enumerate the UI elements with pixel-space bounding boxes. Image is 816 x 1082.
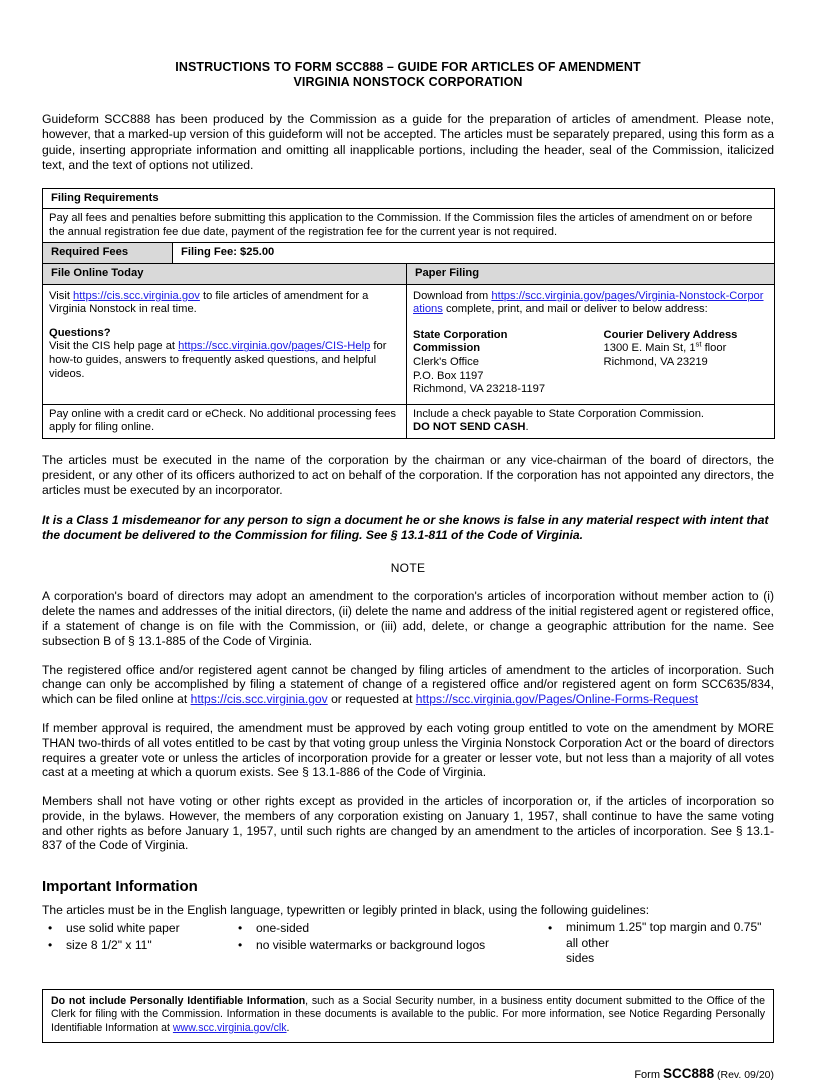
- help-line: [49, 340, 400, 381]
- help-prefix-text: Visit the CIS help page at: [49, 340, 179, 353]
- member-rights-paragraph: Members shall not have voting or other rights except as provided in the articles of incorporation or, if the articles of incorporation so provide, in the bylaws. However, the members of any corporation existing on January 1, 1957, shall continue to have the same voting and other rights as before January 1, 1957, until such rights are changed by an amendment to the articles of incorporation. See § 13.1-837 of the Code of Virginia.: [42, 794, 774, 853]
- mailing-address-title: State Corporation Commission: [413, 328, 508, 355]
- nonstock-corporations-forms-link[interactable]: https://scc.virginia.gov/pages/Virginia-Nonstock-Corporations: [413, 289, 764, 316]
- download-suffix-text: complete, print, and mail or deliver to below address:: [442, 303, 708, 316]
- execution-paragraph: The articles must be executed in the name of the corporation by the chairman or any vice-chairman of the board of directors, the president, or any other of its officers authorized to act on behalf of the corporation. If the corporation has not appointed any directors, the articles must be executed by an incorporator.: [42, 452, 774, 497]
- guidelines-column-3: [542, 920, 774, 967]
- bullet-icon: •: [548, 921, 553, 936]
- guideline-text: use solid white paper: [66, 921, 180, 936]
- important-information-lead: The articles must be in the English language, typewritten or legibly printed in black, using the following guidelines:: [42, 903, 650, 918]
- download-line: [413, 290, 768, 317]
- do-not-send-cash-period: .: [525, 421, 529, 434]
- table-row-channel-details: [43, 284, 775, 404]
- pii-text-b: .: [286, 1021, 290, 1034]
- registered-office-paragraph: [42, 649, 774, 707]
- list-item: [238, 937, 542, 954]
- guideline-text: minimum 1.25" top margin and 0.75" all other: [566, 920, 762, 950]
- misdemeanor-warning: It is a Class 1 misdemeanor for any person to sign a document he or she knows is false in any material respect with intent that the document be delivered to the Commission for filing. See § 13.1-811 of the Code of Virginia.: [42, 513, 769, 543]
- guidelines-column-1: [42, 920, 232, 967]
- online-forms-request-link[interactable]: https://scc.virginia.gov/Pages/Online-Forms-Request: [415, 692, 699, 707]
- mailing-address-line-2: P.O. Box 1197: [413, 369, 484, 382]
- filing-fee-value: Filing Fee: $25.00: [173, 243, 775, 264]
- scc-clerk-link[interactable]: www.scc.virginia.gov/clk: [172, 1021, 287, 1034]
- paper-filing-details: [407, 284, 775, 404]
- file-online-header: File Online Today: [43, 264, 407, 285]
- cis-portal-link[interactable]: https://cis.scc.virginia.gov: [73, 289, 200, 302]
- guidelines-column-2: [232, 920, 542, 967]
- bullet-icon: •: [238, 937, 243, 952]
- visit-prefix-text: Visit: [49, 289, 74, 302]
- bullet-icon: •: [48, 937, 53, 952]
- pii-bold-lead: Do not include Personally Identifiable Information: [51, 994, 306, 1007]
- do-not-send-cash-line: [413, 421, 768, 435]
- intro-paragraph: Guideform SCC888 has been produced by the Commission as a guide for the preparation of articles of amendment. Please note, however, that a marked-up version of this guideform will not be accepted. The articles must be separately prepared, using this form as a guide, inserting appropriate information and omitting all inapplicable portions, including the header, seal of the Commission, italicized text, and the text of options not utilized.: [42, 112, 774, 173]
- courier-street-text: 1300 E. Main St, 1: [603, 342, 696, 355]
- filing-requirements-body: Pay all fees and penalties before submitting this application to the Commission. If the Commission files the articles of amendment on or before the annual registration fee due date, payment of the registration fee for the current year is not required.: [43, 209, 775, 243]
- courier-address-line-2: Richmond, VA 23219: [603, 355, 708, 368]
- courier-address-title: Courier Delivery Address: [603, 328, 738, 341]
- footer-revision: (Rev. 09/20): [714, 1068, 774, 1081]
- questions-heading: Questions?: [49, 326, 111, 339]
- page-title: [42, 60, 774, 90]
- list-item: [48, 937, 232, 954]
- questions-block: [49, 327, 400, 381]
- mailing-address-line-1: Clerk's Office: [413, 355, 479, 368]
- table-row-filing-requirements-header: [43, 188, 775, 209]
- download-prefix-text: Download from: [413, 289, 492, 302]
- pii-notice-box: [42, 989, 774, 1043]
- footer-form-word: Form: [634, 1068, 664, 1081]
- important-information-heading: Important Information: [42, 878, 198, 896]
- filing-requirements-header: Filing Requirements: [43, 188, 775, 209]
- bullet-icon: •: [48, 921, 53, 936]
- visit-suffix-text: to file articles of amendment for a Virginia Nonstock in real time.: [49, 289, 369, 316]
- mailing-address-column: [413, 329, 578, 397]
- title-line-1: INSTRUCTIONS TO FORM SCC888 – GUIDE FOR ARTICLES OF AMENDMENT: [175, 60, 641, 74]
- title-line-2: VIRGINIA NONSTOCK CORPORATION: [293, 75, 523, 89]
- cis-help-link[interactable]: https://scc.virginia.gov/pages/CIS-Help: [178, 340, 371, 353]
- list-item: [238, 920, 542, 937]
- check-payable-text: Include a check payable to State Corporation Commission.: [413, 407, 705, 420]
- paper-payment-note: [407, 404, 775, 438]
- table-row-filing-requirements-body: [43, 209, 775, 243]
- guideline-text-continuation: sides: [566, 951, 595, 966]
- registered-office-text-a: The registered office and/or registered agent cannot be changed by filing articles of amendment to the articles of incorporation. Such change can only be accomplished by filing a statement of change of a registered office and/or registered agent on form SCC635/834, which can be filed online at: [42, 662, 774, 707]
- list-item: [548, 920, 774, 951]
- addresses-block: [413, 329, 768, 397]
- mailing-address-line-3: Richmond, VA 23218-1197: [413, 383, 546, 396]
- table-row-channel-headers: [43, 264, 775, 285]
- bullet-icon: •: [238, 921, 243, 936]
- online-visit-line: [49, 290, 400, 317]
- paper-filing-header: Paper Filing: [407, 264, 775, 285]
- guideline-text: no visible watermarks or background logos: [256, 937, 486, 952]
- pii-text-a: , such as a Social Security number, in a business entity document submitted to the Office of the Clerk for filing with the Commission. Information in these documents is available to the public. For more information, see Notice Regarding Personally Identifiable Information at: [51, 994, 765, 1034]
- board-amendment-paragraph: A corporation's board of directors may adopt an amendment to the corporation's articles of incorporation without member action to (i) delete the names and addresses of the initial directors, (ii) delete the name and address of the initial registered agent or registered office, if a statement of change is on file with the Commission, or (iii) add, delete, or change a geographic attribution for the name. See subsection B of § 13.1-885 of the Code of Virginia.: [42, 589, 774, 648]
- list-item: [48, 920, 232, 937]
- note-label: NOTE: [390, 561, 426, 576]
- footer-form-number: SCC888: [663, 1065, 715, 1081]
- member-approval-paragraph: If member approval is required, the amendment must be approved by each voting group entitled to vote on the amendment by MORE THAN two-thirds of all votes entitled to be cast by that voting group unless the Virginia Nonstock Corporation Act or the board of directors requires a greater vote or unless the articles of incorporation provide for a greater or lesser vote, but not less than a majority of all votes cast at a meeting at which a quorum exists. See § 13.1-886 of the Code of Virginia.: [42, 720, 774, 780]
- courier-floor-text: floor: [701, 342, 727, 355]
- table-row-required-fees: [43, 243, 775, 264]
- form-footer: [42, 1067, 774, 1082]
- online-payment-note: Pay online with a credit card or eCheck. No additional processing fees apply for filing online.: [43, 404, 407, 438]
- cis-portal-link-secondary[interactable]: https://cis.scc.virginia.gov: [190, 692, 328, 707]
- courier-ordinal-suffix: st: [695, 339, 702, 349]
- filing-requirements-table: [42, 188, 775, 439]
- table-row-payment: [43, 404, 775, 438]
- help-suffix-text: for how-to guides, answers to frequently asked questions, and helpful videos.: [49, 340, 387, 380]
- guideline-text: size 8 1/2" x 11": [66, 937, 152, 952]
- file-online-details: [43, 284, 407, 404]
- do-not-send-cash-text: DO NOT SEND CASH: [413, 421, 526, 434]
- list-item-continuation: [562, 951, 774, 967]
- required-fees-label: Required Fees: [43, 243, 173, 264]
- courier-address-line-1: [603, 339, 769, 356]
- guideline-text: one-sided: [256, 921, 310, 936]
- guidelines-bullet-columns: [42, 920, 774, 967]
- courier-address-column: [594, 329, 769, 397]
- registered-office-text-mid: or requested at: [327, 692, 416, 707]
